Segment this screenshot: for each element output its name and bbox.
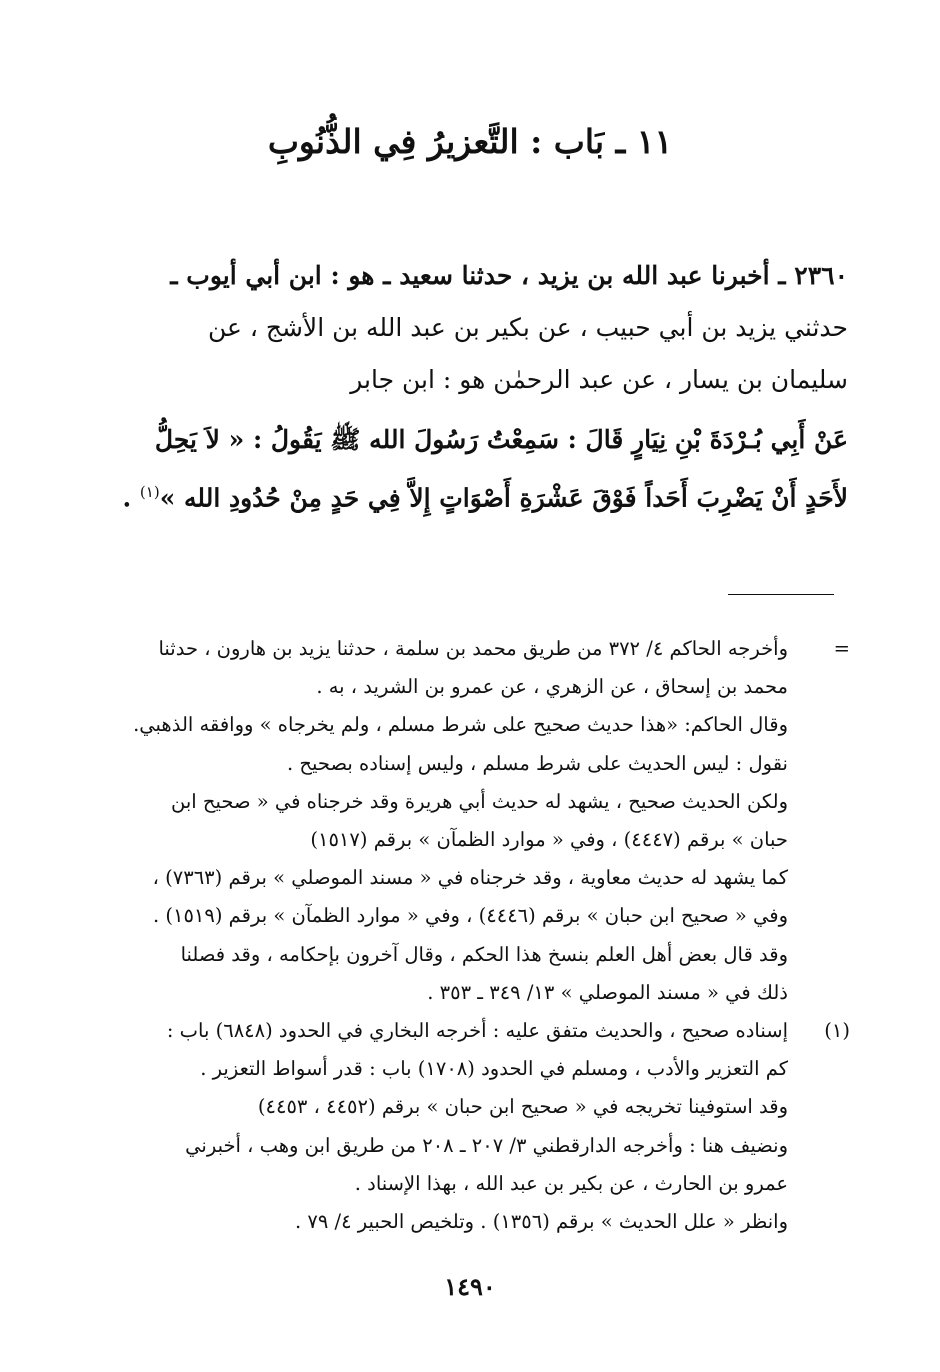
footnote-1 bbox=[78, 1012, 848, 1241]
footnote-line: حبان » برقم (٤٤٤٧) ، وفي « موارد الظمآن » برقم (١٥١٧) bbox=[310, 828, 788, 852]
footnotes-section bbox=[78, 630, 848, 1241]
footnote-marker: (١) bbox=[824, 1019, 850, 1043]
chapter-title: ١١ ـ بَاب : التَّعزيرُ فِي الذُّنُوبِ bbox=[267, 122, 673, 161]
footnote-line: وقد استوفينا تخريجه في « صحيح ابن حبان » برقم (٤٤٥٢ ، ٤٤٥٣) bbox=[257, 1095, 788, 1119]
footnote-line: نقول : ليس الحديث على شرط مسلم ، وليس إسناده بصحيح . bbox=[287, 751, 788, 775]
footnote-line: محمد بن إسحاق ، عن الزهري ، عن عمرو بن الشريد ، به . bbox=[316, 675, 788, 699]
hadith-line: عَنْ أَبِي بُـرْدَةَ بْنِ نِيَارٍ قَالَ : سَمِعْتُ رَسُولَ الله ﷺ يَقُولُ : « لاَ يَحِلُّ bbox=[154, 425, 848, 454]
page-number: ١٤٩٠ bbox=[444, 1272, 496, 1301]
footnote-marker: = bbox=[833, 637, 850, 660]
footnote-line: وقد قال بعض أهل العلم بنسخ هذا الحكم ، وقال آخرون بإحكامه ، وقد فصلنا bbox=[180, 942, 788, 966]
hadith-text bbox=[78, 414, 848, 524]
isnad-line: ٢٣٦٠ ـ أخبرنا عبد الله بن يزيد ، حدثنا سعيد ـ هو : ابن أبي أيوب ـ bbox=[170, 261, 848, 290]
footnote-line: وقال الحاكم: «هذا حديث صحيح على شرط مسلم ، ولم يخرجاه » ووافقه الذهبي. bbox=[133, 713, 788, 737]
footnote-line: إسناده صحيح ، والحديث متفق عليه : أخرجه البخاري في الحدود (٦٨٤٨) باب : bbox=[166, 1019, 788, 1043]
footnote-line: ولكن الحديث صحيح ، يشهد له حديث أبي هريرة وقد خرجناه في « صحيح ابن bbox=[171, 789, 788, 813]
footnote-line: وفي « صحيح ابن حبان » برقم (٤٤٤٦) ، وفي « موارد الظمآن » برقم (١٥١٩) . bbox=[152, 904, 788, 928]
hadith-end-mark: . bbox=[122, 483, 140, 513]
footnote-line: وانظر « علل الحديث » برقم (١٣٥٦) . وتلخيص الحبير ٤/ ٧٩ . bbox=[294, 1210, 788, 1234]
footnote-line: ذلك في « مسند الموصلي » ١٣/ ٣٤٩ ـ ٣٥٣ . bbox=[427, 980, 788, 1004]
hadith-line: لأَحَدٍ أَنْ يَضْرِبَ أَحَداً فَوْقَ عَشْرَةِ أَصْوَاتٍ إِلاَّ فِي حَدٍ مِنْ حُدُودِ الله » bbox=[159, 483, 848, 513]
isnad-block bbox=[78, 250, 848, 406]
footnote-reference[interactable]: (١) bbox=[139, 483, 160, 501]
isnad-line: حدثني يزيد بن أبي حبيب ، عن بكير بن عبد الله بن الأشج ، عن bbox=[207, 313, 848, 342]
footnote-line: وأخرجه الحاكم ٤/ ٣٧٢ من طريق محمد بن سلمة ، حدثنا يزيد بن هارون ، حدثنا bbox=[158, 637, 788, 660]
footnote-line: عمرو بن الحارث ، عن بكير بن عبد الله ، بهذا الإسناد . bbox=[354, 1171, 788, 1195]
footnote-line: ونضيف هنا : وأخرجه الدارقطني ٣/ ٢٠٧ ـ ٢٠٨ من طريق ابن وهب ، أخبرني bbox=[185, 1133, 788, 1157]
footnote-divider bbox=[728, 594, 834, 595]
footnote-line: كم التعزير والأدب ، ومسلم في الحدود (١٧٠٨) باب : قدر أسواط التعزير . bbox=[200, 1057, 788, 1081]
hadith-line-last bbox=[78, 466, 848, 524]
isnad-line: سليمان بن يسار ، عن عبد الرحمٰن هو : ابن جابر bbox=[350, 365, 848, 394]
footnote-continued bbox=[78, 630, 848, 1012]
footnote-line: كما يشهد له حديث معاوية ، وقد خرجناه في « مسند الموصلي » برقم (٧٣٦٣) ، bbox=[152, 866, 788, 890]
